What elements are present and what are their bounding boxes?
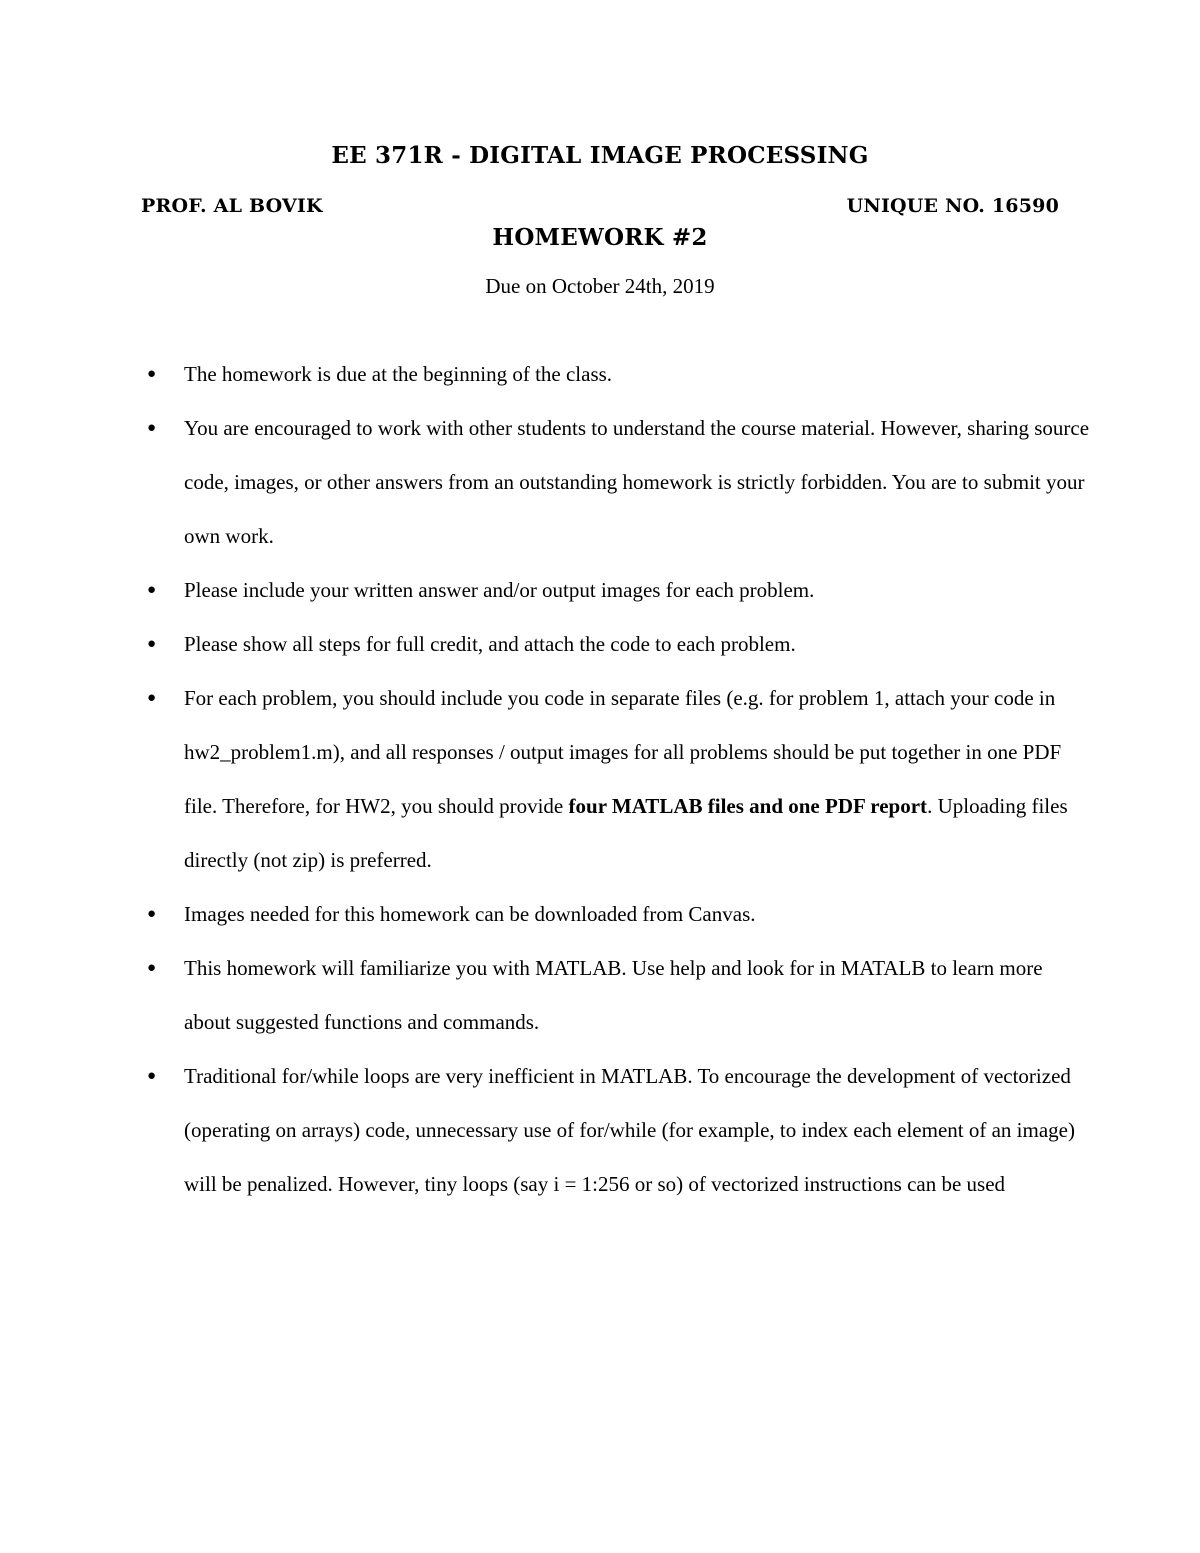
professor-name: PROF. AL BOVIK (141, 195, 323, 217)
bullet-icon: ● (147, 366, 157, 382)
bullet-icon: ● (147, 906, 157, 922)
bullet-icon: ● (147, 420, 157, 436)
bullet-icon: ● (147, 960, 157, 976)
instruction-item (147, 1049, 1094, 1211)
instruction-text-part: . Uploading files directly (not zip) is preferred. (184, 794, 1068, 872)
unique-number: UNIQUE NO. 16590 (846, 195, 1059, 217)
instruction-item (147, 671, 1094, 887)
instruction-text: You are encouraged to work with other students to understand the course material. However, sharing source code, images, or other answers from an outstanding homework is strictly forbidden. You are to submit your own work. (184, 416, 1090, 548)
course-title: EE 371R - DIGITAL IMAGE PROCESSING (331, 142, 869, 169)
instruction-text-bold: four MATLAB files and one PDF report (568, 794, 928, 818)
instruction-text: Traditional for/while loops are very inefficient in MATLAB. To encourage the development of vectorized (operating on arrays) code, unnecessary use of for/while (for example, to index each element of an image) will be penalized. However, tiny loops (say i = 1:256 or so) of vectorized instructions can be used (184, 1064, 1075, 1196)
instruction-text: This homework will familiarize you with MATLAB. Use help and look for in MATALB to learn more about suggested functions and commands. (184, 956, 1043, 1034)
bullet-icon: ● (147, 636, 157, 652)
bullet-icon: ● (147, 582, 157, 598)
instruction-item (147, 401, 1094, 563)
instruction-list (147, 347, 1094, 1211)
instruction-text (184, 686, 1068, 872)
homework-title: HOMEWORK #2 (492, 224, 708, 251)
instruction-text: Please show all steps for full credit, and attach the code to each problem. (184, 632, 796, 656)
instruction-item (147, 347, 1094, 401)
instruction-item (147, 617, 1094, 671)
instruction-text: Please include your written answer and/or output images for each problem. (184, 578, 815, 602)
bullet-icon: ● (147, 690, 157, 706)
instruction-item (147, 941, 1094, 1049)
instruction-text: The homework is due at the beginning of the class. (184, 362, 613, 386)
instruction-text: Images needed for this homework can be downloaded from Canvas. (184, 902, 756, 926)
bullet-icon: ● (147, 1068, 157, 1084)
instruction-text-part: For each problem, you should include you code in separate files (e.g. for problem 1, attach your code in hw2_problem1.m), and all responses / output images for all problems should be put together in one PDF file. Therefore, for HW2, you should provide (184, 686, 1062, 818)
instruction-item (147, 563, 1094, 617)
due-date: Due on October 24th, 2019 (485, 274, 715, 298)
instruction-item (147, 887, 1094, 941)
